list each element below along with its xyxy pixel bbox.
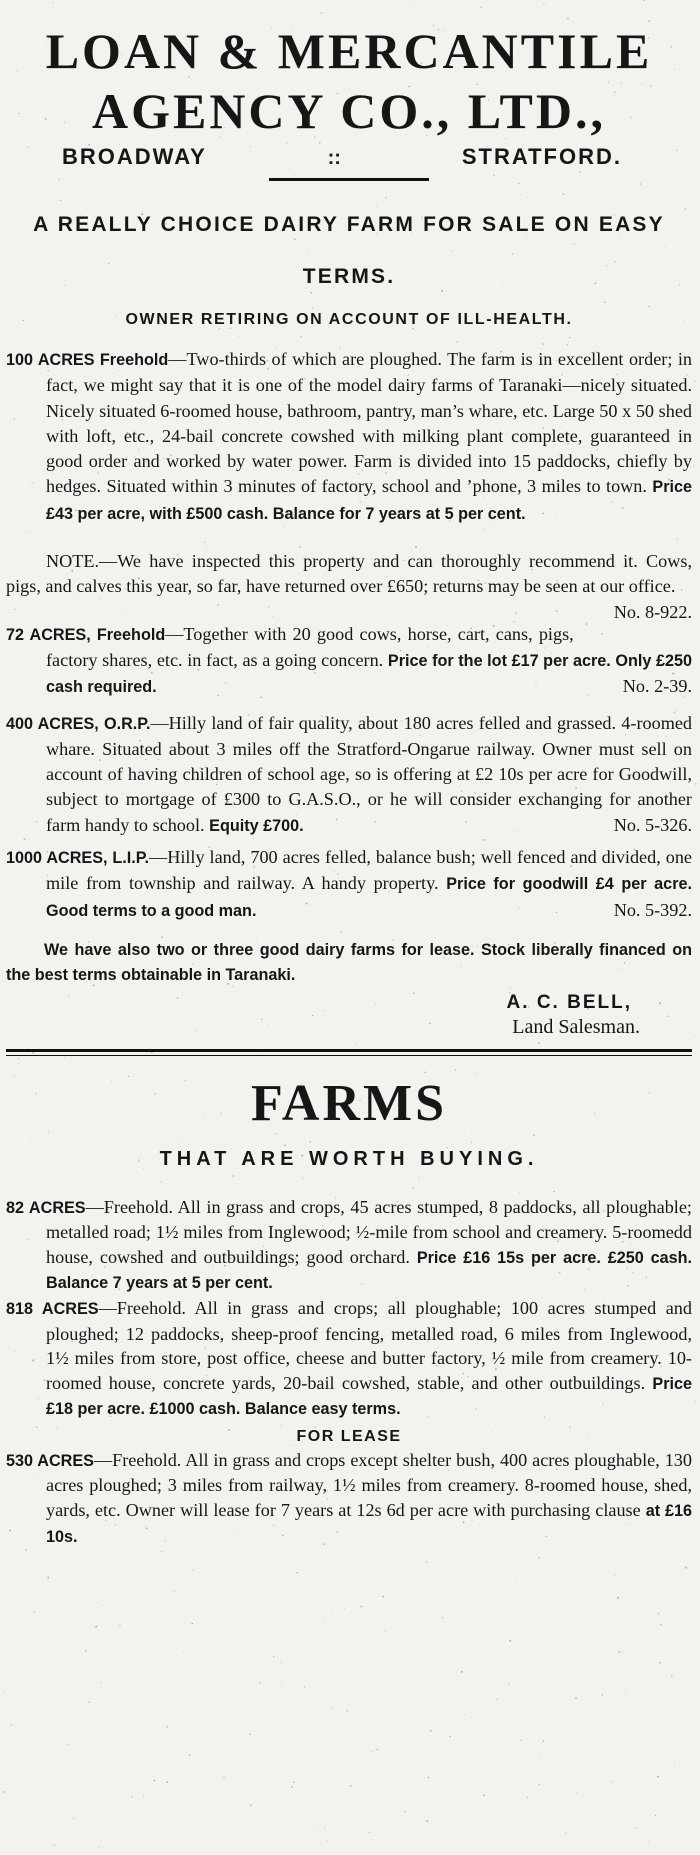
listing-lead: 1000 ACRES, L.I.P. [6,849,149,868]
farms-subtitle: THAT ARE WORTH BUYING. [159,1147,539,1170]
listing-lead: 82 ACRES [6,1198,86,1217]
listing-body: —Freehold. All in grass and crops; all ploughable; 100 acres stumped and ploughed; 12 paddocks, sheep-proof fencing, metalled road, 6 miles from Inglewood, 1½ miles from store, post office, cheese and butter factory, ½ mile from creamery. 10-roomed house, concrete yards, 20-bail cowshed, stable, and other outbuildings. [46,1297,692,1393]
location-right: STRATFORD. [461,144,622,169]
listing-terms: Price £18 per acre. £1000 cash. Balance easy terms. [46,1374,693,1419]
listing-reference: No. 8-922. [613,601,692,622]
listing-100-acres [6,347,692,527]
listing-reference: No. 5-392. [613,899,692,920]
agency-name-line-2: AGENCY CO., LTD., [91,83,607,139]
listing-lead: 400 ACRES, O.R.P. [6,714,151,733]
listing-body: —Freehold. All in grass and crops except shelter bush, 400 acres ploughable, 130 acres ploughed; 3 miles from railway, 1½ miles from creamery. 8-roomed house, shed, yards, etc. Owner will lease for 7 years at 12s 6d per acre with purchasing clause [46,1449,692,1521]
listing-400-acres [6,711,692,839]
for-lease-heading: FOR LEASE [296,1427,402,1445]
signature-role: Land Salesman. [512,1015,640,1038]
header-divider [269,178,429,181]
listing-terms: at £16 10s. [46,1502,693,1546]
farm-listing-82-acres [6,1195,692,1296]
farm-listing-818-acres [6,1296,692,1422]
listing-body: —Hilly land, 700 acres felled, balance bush; well fenced and divided, one mile from township and railway. A handy property. [46,847,692,894]
listing-lead: 100 ACRES Freehold [6,351,169,369]
agency-name-line-1: LOAN & MERCANTILE [45,23,653,79]
farms-title: FARMS [250,1074,447,1132]
listing-body: —Together with 20 good cows, horse, cart, cans, pigs, factory shares, etc. in fact, as a going concern. [46,623,574,670]
listing-terms: Equity £700. [209,816,304,835]
listing-lead: 72 ACRES, Freehold [6,625,166,644]
listing-lead: 530 ACRES [6,1451,94,1470]
signature-name: A. C. BELL, [506,991,632,1013]
subheadline: OWNER RETIRING ON ACCOUNT OF ILL-HEALTH. [125,311,573,328]
listing-note [6,549,692,622]
signature-block [6,991,692,1039]
listing-terms: Price for goodwill £4 per acre. Good terms to a good man. [46,875,692,920]
section-divider [6,1049,692,1056]
listing-terms: Price £16 15s per acre. £250 cash. Balance 7 years at 5 per cent. [46,1248,693,1293]
listing-lead: 818 ACRES [6,1299,99,1318]
listing-terms: Price for the lot £17 per acre. Only £250 cash required. [46,651,692,697]
note-body: NOTE.—We have inspected this property and can thoroughly recommend it. Cows, pigs, and calves this year, so far, have returned over £650; returns may be seen at our office. [6,551,692,597]
listing-reference: No. 2-39. [622,676,692,697]
closing-statement: We have also two or three good dairy farms for lease. Stock liberally financed on the best terms obtainable in Taranaki. [6,940,692,985]
listing-body: —Freehold. All in grass and crops, 45 acres stumped, 8 paddocks, all ploughable; metalled road; 1½ miles from Inglewood; ½-mile from school and creamery. 5-roomedd house, cowshed and outbuildings; good orchard. [46,1196,692,1267]
listing-body: —Two-thirds of which are ploughed. The farm is in excellent order; in fact, we might say that it is one of the model dairy farms of Taranaki—nicely situated. Nicely situated 6-roomed house, bathroom, pantry, man’s whare, etc. Large 50 x 50 shed with loft, etc., 24-bail concrete cowshed with milking plant complete, guaranteed in good order and worked by water power. Farm is divided into 15 paddocks, chiefly by hedges. Situated within 3 minutes of factory, school and ’phone, 3 miles to town. [46,349,693,497]
listing-reference: No. 5-326. [613,814,692,835]
lease-listing-530-acres [6,1448,692,1549]
listing-1000-acres [6,845,692,924]
location-left: BROADWAY [62,144,207,169]
listing-body: —Hilly land of fair quality, about 180 acres felled and grassed. 4-roomed whare. Situated about 3 miles off the Stratford-Ongarue railway. Owner must sell on account of having children of school age, so is offering at £2 10s per acre for Goodwill, subject to mortgage of £300 to G.A.S.O., or he will consider exchanging for another farm handy to school. [46,712,693,835]
listing-terms: Price £43 per acre, with £500 cash. Balance for 7 years at 5 per cent. [46,478,693,523]
location-separator: :: [327,147,341,169]
listing-72-acres [6,622,692,701]
address-row [6,144,692,170]
headline: A REALLY CHOICE DAIRY FARM FOR SALE ON EASY TERMS. [33,213,665,288]
